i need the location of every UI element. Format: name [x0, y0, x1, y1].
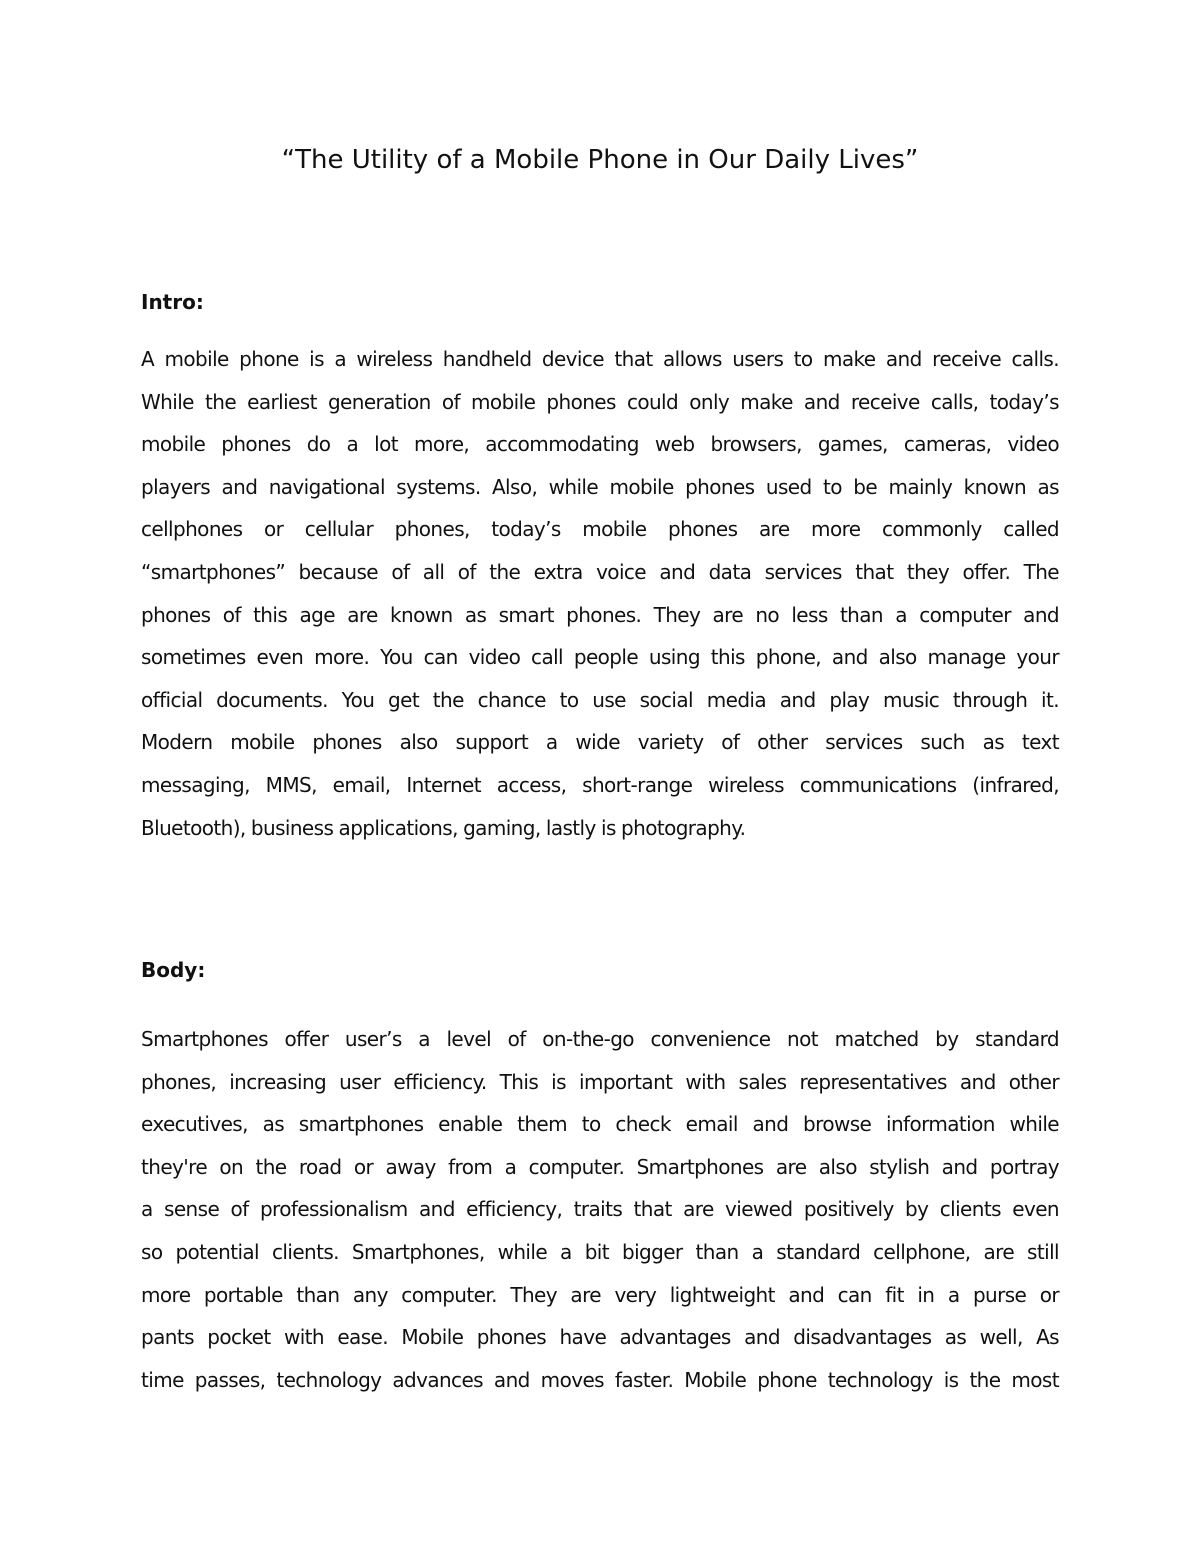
document-title: “The Utility of a Mobile Phone in Our Daily Lives”	[281, 145, 919, 175]
paragraph-line: messaging, MMS, email, Internet access, short-range wireless communications (infrared,	[141, 772, 1059, 797]
paragraph-line: players and navigational systems. Also, while mobile phones used to be mainly known as	[141, 474, 1059, 499]
paragraph-line: a sense of professionalism and efficiency, traits that are viewed positively by clients even	[141, 1197, 1059, 1222]
paragraph-line: pants pocket with ease. Mobile phones have advantages and disadvantages as well, As	[141, 1325, 1059, 1350]
paragraph-line: phones of this age are known as smart phones. They are no less than a computer and	[141, 602, 1059, 627]
paragraph-line: “smartphones” because of all of the extra voice and data services that they offer. The	[141, 559, 1059, 584]
paragraph-line: cellphones or cellular phones, today’s mobile phones are more commonly called	[141, 517, 1059, 542]
paragraph-line: Modern mobile phones also support a wide variety of other services such as text	[141, 730, 1059, 755]
paragraph-line: phones, increasing user efficiency. This is important with sales representatives and other	[141, 1069, 1059, 1094]
paragraph-line: sometimes even more. You can video call people using this phone, and also manage your	[141, 645, 1059, 670]
paragraph-line: A mobile phone is a wireless handheld device that allows users to make and receive calls.	[141, 347, 1059, 371]
paragraph-line: so potential clients. Smartphones, while a bit bigger than a standard cellphone, are still	[141, 1239, 1059, 1264]
paragraph-line: official documents. You get the chance to use social media and play music through it.	[141, 687, 1059, 712]
paragraph-line: executives, as smartphones enable them to check email and browse information while	[141, 1112, 1059, 1137]
paragraph-line: they're on the road or away from a computer. Smartphones are also stylish and portray	[141, 1154, 1059, 1179]
body-paragraph	[141, 1018, 1059, 1401]
paragraph-line: more portable than any computer. They are very lightweight and can fit in a purse or	[141, 1282, 1059, 1307]
paragraph-line: Smartphones offer user’s a level of on-the-go convenience not matched by standard	[141, 1027, 1059, 1051]
intro-heading: Intro:	[141, 290, 204, 314]
paragraph-line: While the earliest generation of mobile phones could only make and receive calls, today’s	[141, 389, 1059, 414]
paragraph-line: time passes, technology advances and moves faster. Mobile phone technology is the most	[141, 1367, 1059, 1392]
paragraph-line: mobile phones do a lot more, accommodating web browsers, games, cameras, video	[141, 432, 1059, 457]
body-heading: Body:	[141, 958, 206, 982]
paragraph-line: Bluetooth), business applications, gaming, lastly is photography.	[141, 815, 746, 840]
intro-paragraph	[141, 338, 1059, 849]
